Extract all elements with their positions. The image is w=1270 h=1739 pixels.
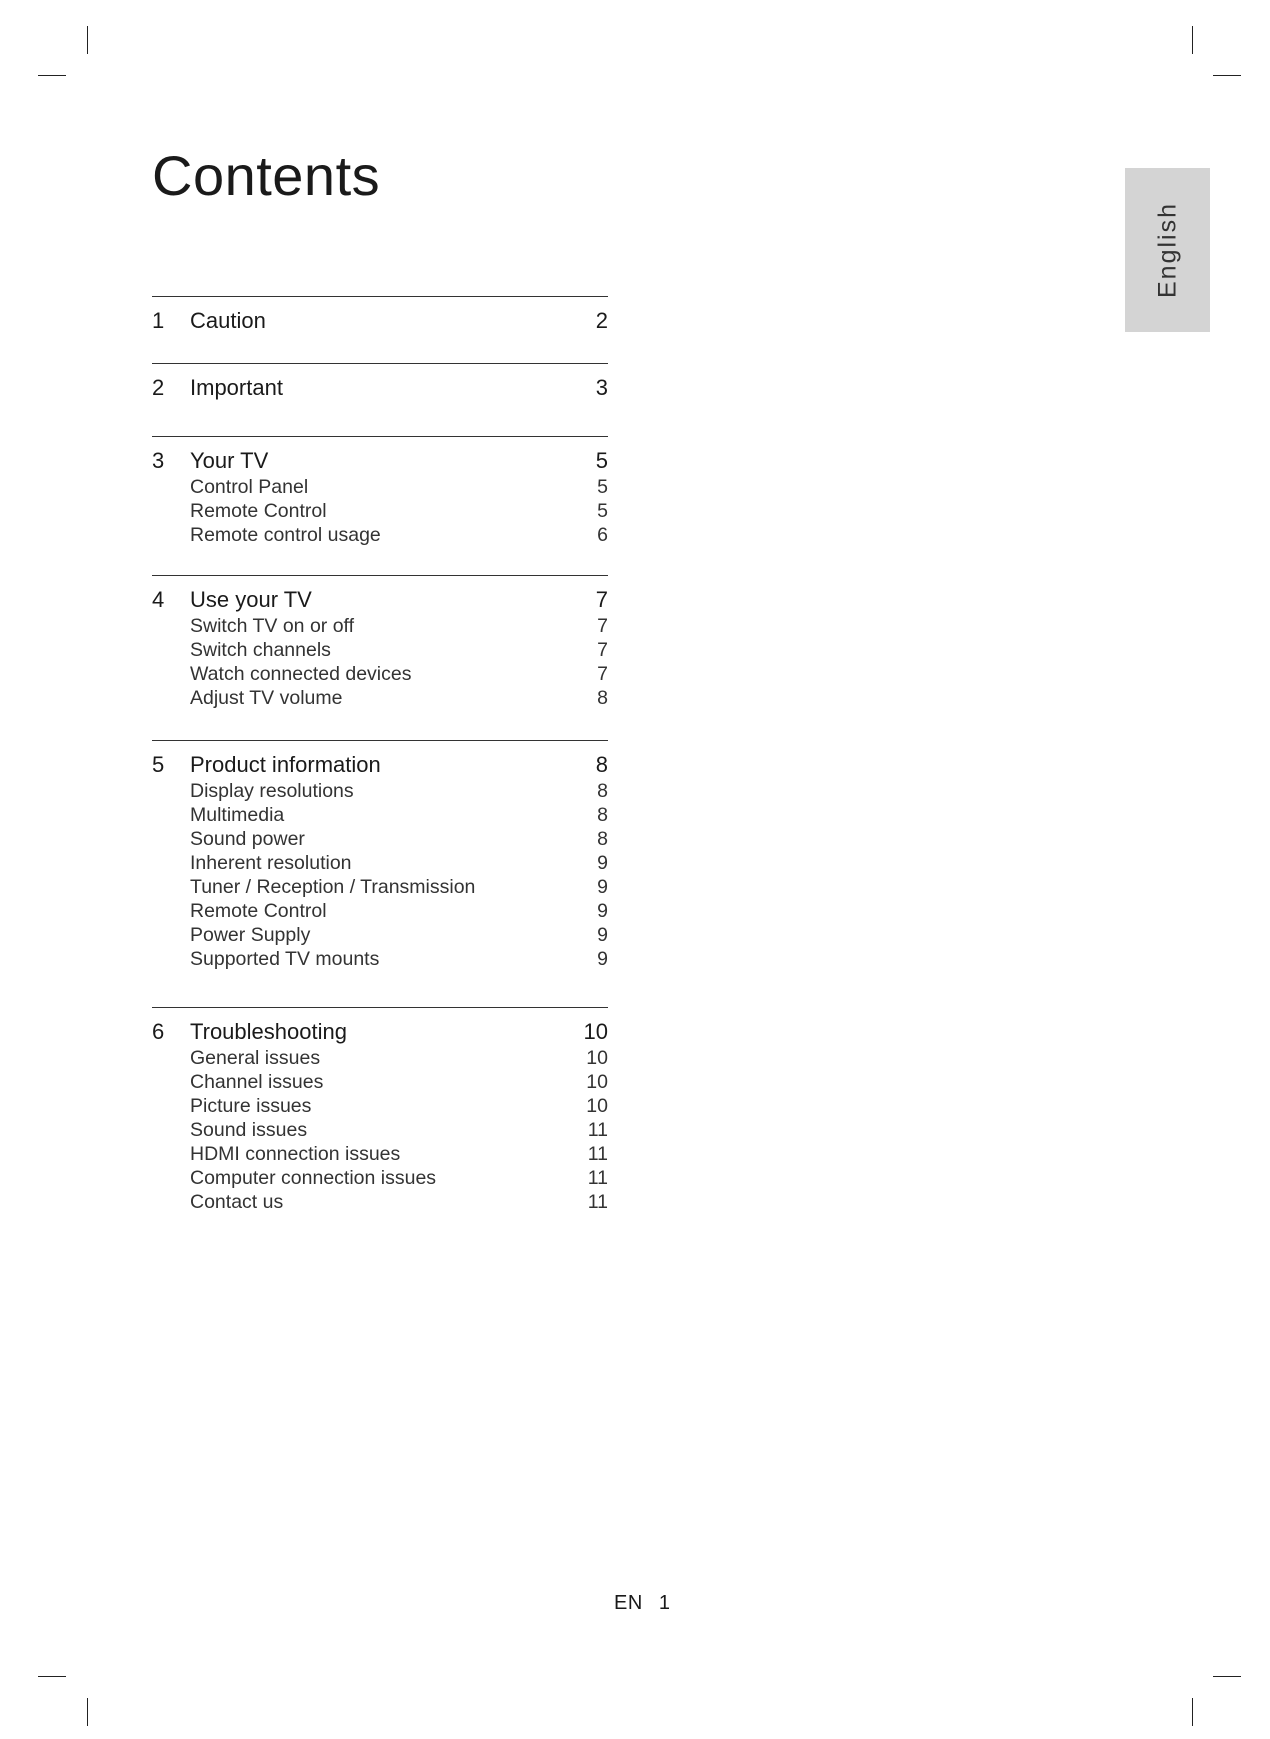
toc-subsection-row[interactable] <box>152 614 608 638</box>
subsection-page: 7 <box>597 639 608 661</box>
section-number: 5 <box>152 752 165 777</box>
crop-mark <box>38 1676 66 1677</box>
subsection-page: 9 <box>597 876 608 898</box>
subsection-page: 10 <box>586 1047 608 1069</box>
subsection-page: 11 <box>587 1143 608 1165</box>
toc-section-row[interactable] <box>152 1018 608 1046</box>
toc-subsection-row[interactable] <box>152 851 608 875</box>
subsection-page: 5 <box>597 476 608 498</box>
section-title: Use your TV <box>190 587 312 612</box>
toc-section <box>152 1007 608 1244</box>
section-page: 10 <box>583 1019 608 1044</box>
subsection-page: 8 <box>597 780 608 802</box>
subsection-page: 7 <box>597 663 608 685</box>
subsection-title: Switch channels <box>190 639 331 661</box>
page-title: Contents <box>152 144 381 207</box>
crop-mark <box>87 26 88 54</box>
subsection-title: Remote control usage <box>190 524 381 546</box>
subsection-title: Multimedia <box>190 804 285 826</box>
section-title: Caution <box>190 308 266 333</box>
language-tab <box>1125 168 1210 332</box>
toc-section-row[interactable] <box>152 751 608 779</box>
section-page: 3 <box>595 375 608 400</box>
section-page: 8 <box>595 752 608 777</box>
toc-subsection-row[interactable] <box>152 827 608 851</box>
subsection-title: Inherent resolution <box>190 852 352 874</box>
toc-section <box>152 436 608 575</box>
toc-subsection-row[interactable] <box>152 662 608 686</box>
subsection-title: HDMI connection issues <box>190 1143 401 1165</box>
subsection-page: 5 <box>597 500 608 522</box>
crop-mark <box>1192 1698 1193 1726</box>
section-number: 3 <box>152 448 165 473</box>
page-footer <box>614 1592 670 1615</box>
subsection-title: Remote Control <box>190 900 327 922</box>
toc-section-row[interactable] <box>152 447 608 475</box>
toc-subsection-row[interactable] <box>152 1142 608 1166</box>
subsection-title: Sound power <box>190 828 305 850</box>
section-number: 6 <box>152 1019 165 1044</box>
subsection-title: Display resolutions <box>190 780 354 802</box>
subsection-page: 11 <box>587 1167 608 1189</box>
subsection-page: 10 <box>586 1095 608 1117</box>
subsection-page: 9 <box>597 852 608 874</box>
subsection-page: 9 <box>597 900 608 922</box>
toc-subsection-row[interactable] <box>152 499 608 523</box>
subsection-page: 8 <box>597 687 608 709</box>
toc-subsection-row[interactable] <box>152 947 608 971</box>
subsection-page: 9 <box>597 924 608 946</box>
section-page: 2 <box>595 308 608 333</box>
crop-mark <box>38 75 66 76</box>
subsection-title: Switch TV on or off <box>190 615 355 637</box>
crop-mark <box>1192 26 1193 54</box>
section-page: 5 <box>595 448 608 473</box>
section-title: Your TV <box>190 448 269 473</box>
section-title: Product information <box>190 752 381 777</box>
toc-subsection-row[interactable] <box>152 803 608 827</box>
subsection-title: Power Supply <box>190 924 311 946</box>
toc-section <box>152 575 608 740</box>
subsection-page: 11 <box>587 1191 608 1213</box>
toc-subsection-row[interactable] <box>152 1070 608 1094</box>
section-title: Troubleshooting <box>190 1019 347 1044</box>
toc-subsection-row[interactable] <box>152 686 608 710</box>
toc-subsection-row[interactable] <box>152 1166 608 1190</box>
subsection-title: Contact us <box>190 1191 284 1213</box>
footer-page-number: 1 <box>658 1592 671 1614</box>
table-of-contents <box>152 296 608 1244</box>
subsection-title: Sound issues <box>190 1119 308 1141</box>
crop-mark <box>87 1698 88 1726</box>
subsection-title: Picture issues <box>190 1095 312 1117</box>
toc-section <box>152 740 608 1007</box>
toc-subsection-row[interactable] <box>152 899 608 923</box>
toc-section-row[interactable] <box>152 374 608 402</box>
toc-subsection-row[interactable] <box>152 1118 608 1142</box>
subsection-page: 6 <box>597 524 608 546</box>
section-number: 4 <box>152 587 165 612</box>
section-number: 2 <box>152 375 165 400</box>
toc-subsection-row[interactable] <box>152 779 608 803</box>
section-page: 7 <box>595 587 608 612</box>
toc-subsection-row[interactable] <box>152 875 608 899</box>
subsection-page: 7 <box>597 615 608 637</box>
subsection-title: Remote Control <box>190 500 327 522</box>
subsection-title: Tuner / Reception / Transmission <box>190 876 476 898</box>
subsection-page: 11 <box>587 1119 608 1141</box>
subsection-title: Adjust TV volume <box>190 687 343 709</box>
toc-subsection-row[interactable] <box>152 923 608 947</box>
footer-language-code: EN <box>614 1592 643 1614</box>
toc-subsection-row[interactable] <box>152 1190 608 1214</box>
subsection-title: General issues <box>190 1047 321 1069</box>
subsection-title: Control Panel <box>190 476 309 498</box>
subsection-title: Supported TV mounts <box>190 948 380 970</box>
language-tab-label: English <box>1153 202 1181 298</box>
subsection-title: Watch connected devices <box>190 663 412 685</box>
section-number: 1 <box>152 308 165 333</box>
toc-subsection-row[interactable] <box>152 523 608 547</box>
toc-section <box>152 296 608 363</box>
toc-section <box>152 363 608 436</box>
toc-subsection-row[interactable] <box>152 1094 608 1118</box>
toc-section-row[interactable] <box>152 586 608 614</box>
subsection-page: 8 <box>597 804 608 826</box>
toc-subsection-row[interactable] <box>152 638 608 662</box>
toc-subsection-row[interactable] <box>152 475 608 499</box>
crop-mark <box>1213 75 1241 76</box>
subsection-title: Computer connection issues <box>190 1167 437 1189</box>
section-title: Important <box>190 375 283 400</box>
subsection-page: 8 <box>597 828 608 850</box>
toc-section-row[interactable] <box>152 307 608 335</box>
subsection-page: 9 <box>597 948 608 970</box>
subsection-page: 10 <box>586 1071 608 1093</box>
toc-subsection-row[interactable] <box>152 1046 608 1070</box>
subsection-title: Channel issues <box>190 1071 324 1093</box>
crop-mark <box>1213 1676 1241 1677</box>
